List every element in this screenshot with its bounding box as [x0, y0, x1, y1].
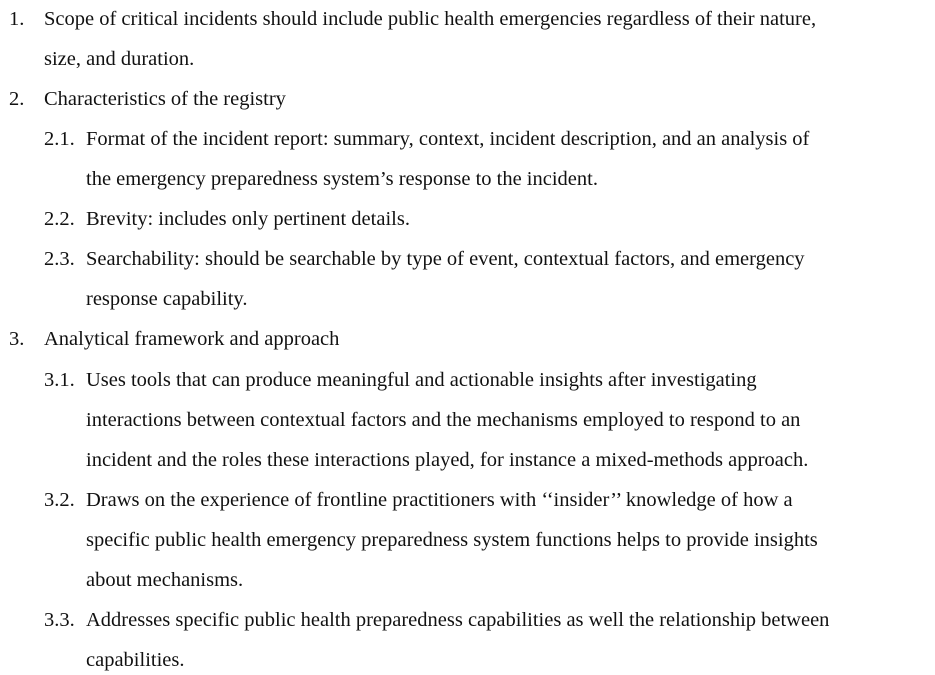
- subitem-3-1-text-line-1: Uses tools that can produce meaningful and actionable insights after investigating: [86, 369, 757, 391]
- subitem-3-1-text-line-2: interactions between contextual factors and the mechanisms employed to respond to an: [86, 409, 801, 431]
- item-1-number: 1.: [9, 8, 25, 30]
- subitem-3-3-number: 3.3.: [44, 609, 75, 631]
- subitem-2-2-number: 2.2.: [44, 208, 75, 230]
- item-3-number: 3.: [9, 328, 25, 350]
- subitem-2-1-text-line-2: the emergency preparedness system’s response to the incident.: [86, 168, 598, 190]
- subitem-3-3-text-line-2: capabilities.: [86, 649, 185, 671]
- subitem-3-3-text-line-1: Addresses specific public health preparedness capabilities as well the relationship between: [86, 609, 830, 631]
- subitem-2-3-text-line-2: response capability.: [86, 288, 248, 310]
- subitem-2-3-number: 2.3.: [44, 248, 75, 270]
- item-3-heading: Analytical framework and approach: [44, 328, 340, 350]
- subitem-3-1-text-line-3: incident and the roles these interactions played, for instance a mixed-methods approach.: [86, 449, 809, 471]
- item-1-text-line-2: size, and duration.: [44, 48, 195, 70]
- subitem-3-2-text-line-1: Draws on the experience of frontline practitioners with ‘‘insider’’ knowledge of how a: [86, 489, 793, 511]
- subitem-3-2-text-line-3: about mechanisms.: [86, 569, 244, 591]
- subitem-2-1-number: 2.1.: [44, 128, 75, 150]
- subitem-2-1-text-line-1: Format of the incident report: summary, context, incident description, and an analysis of: [86, 128, 810, 150]
- subitem-3-1-number: 3.1.: [44, 369, 75, 391]
- subitem-2-2-text-line-1: Brevity: includes only pertinent details.: [86, 208, 410, 230]
- item-2-number: 2.: [9, 88, 25, 110]
- subitem-3-2-number: 3.2.: [44, 489, 75, 511]
- item-1-text-line-1: Scope of critical incidents should include public health emergencies regardless of their nature,: [44, 8, 817, 30]
- subitem-3-2-text-line-2: specific public health emergency preparedness system functions helps to provide insights: [86, 529, 818, 551]
- subitem-2-3-text-line-1: Searchability: should be searchable by type of event, contextual factors, and emergency: [86, 248, 805, 270]
- item-2-heading: Characteristics of the registry: [44, 88, 286, 110]
